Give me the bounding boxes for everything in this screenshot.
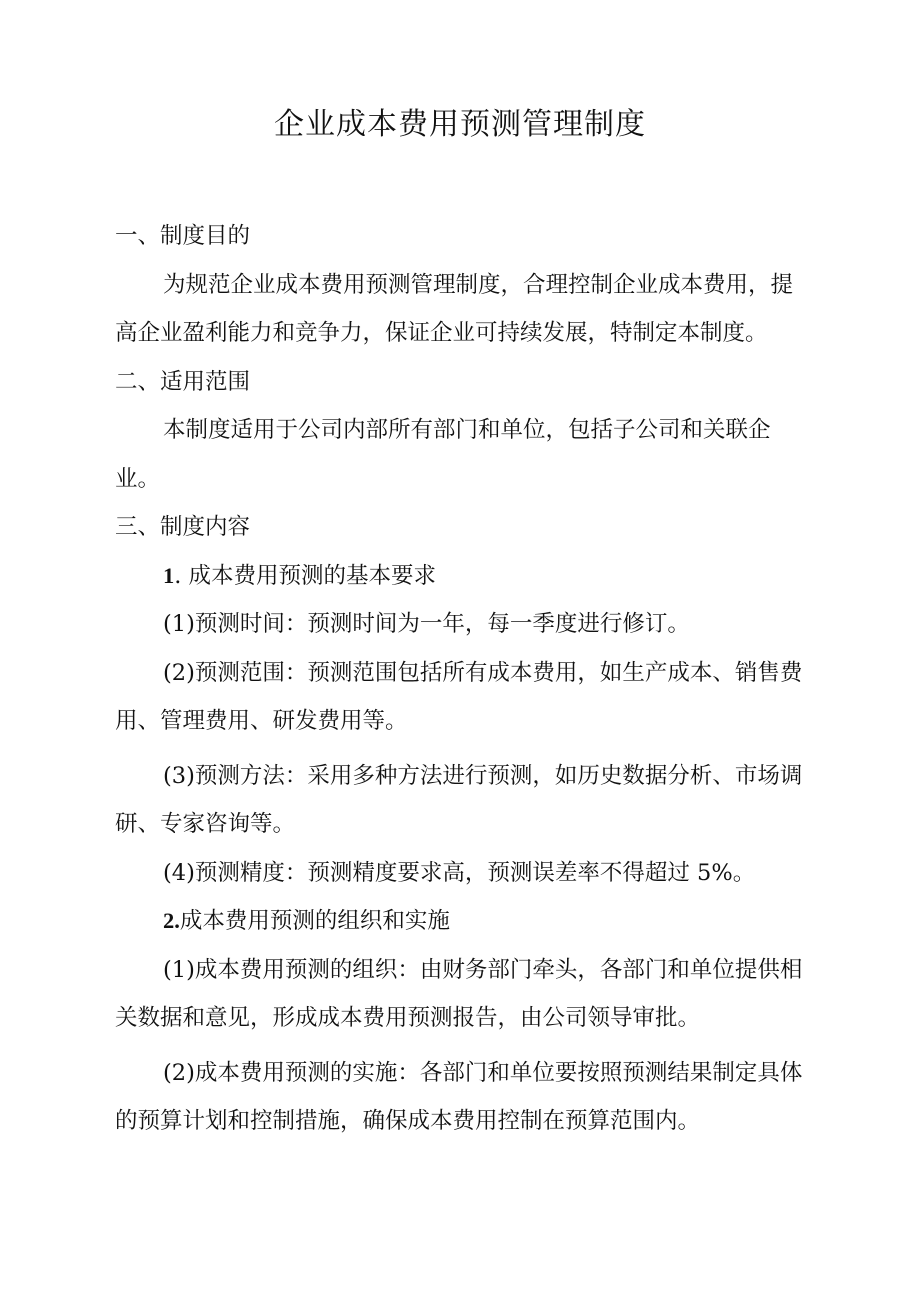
subsection-2-item-1: (1)成本费用预测的组织：由财务部门牵头，各部门和单位提供相关数据和意见，形成成本费用预测报告，由公司领导审批。 [115, 956, 803, 1031]
subsection-1-heading [115, 552, 810, 601]
subsection-2-title: 成本费用预测的组织和实施 [179, 908, 450, 934]
subsection-1-item-4: (4)预测精度：预测精度要求高，预测误差率不得超过 5%。 [163, 859, 756, 886]
document-body [115, 212, 810, 1146]
purpose-paragraph: 为规范企业成本费用预测管理制度，合理控制企业成本费用，提高企业盈利能力和竞争力，保证企业可持续发展，特制定本制度。 [115, 271, 794, 346]
subsection-1-number: 1 [163, 562, 175, 588]
subsection-2-heading [115, 897, 810, 946]
section-heading-purpose: 一、制度目的 [115, 223, 251, 249]
subsection-1-item-1: (1)预测时间：预测时间为一年，每一季度进行修订。 [163, 611, 690, 637]
section-heading-content: 三、制度内容 [115, 514, 251, 540]
subsection-1-item-2: (2)预测范围：预测范围包括所有成本费用，如生产成本、销售费用、管理费用、研发费用等。 [115, 659, 803, 734]
section-heading-scope: 二、适用范围 [115, 368, 251, 395]
subsection-1-item-3: (3)预测方法：采用多种方法进行预测，如历史数据分析、市场调研、专家咨询等。 [115, 762, 803, 837]
document-title: 企业成本费用预测管理制度 [274, 107, 646, 142]
scope-paragraph: 本制度适用于公司内部所有部门和单位，包括子公司和关联企业。 [115, 417, 771, 492]
subsection-1-title: . 成本费用预测的基本要求 [174, 562, 437, 589]
subsection-2-number: 2. [163, 908, 180, 933]
subsection-2-item-2: (2)成本费用预测的实施：各部门和单位要按照预测结果制定具体的预算计划和控制措施，确保成本费用控制在预算范围内。 [115, 1059, 803, 1134]
